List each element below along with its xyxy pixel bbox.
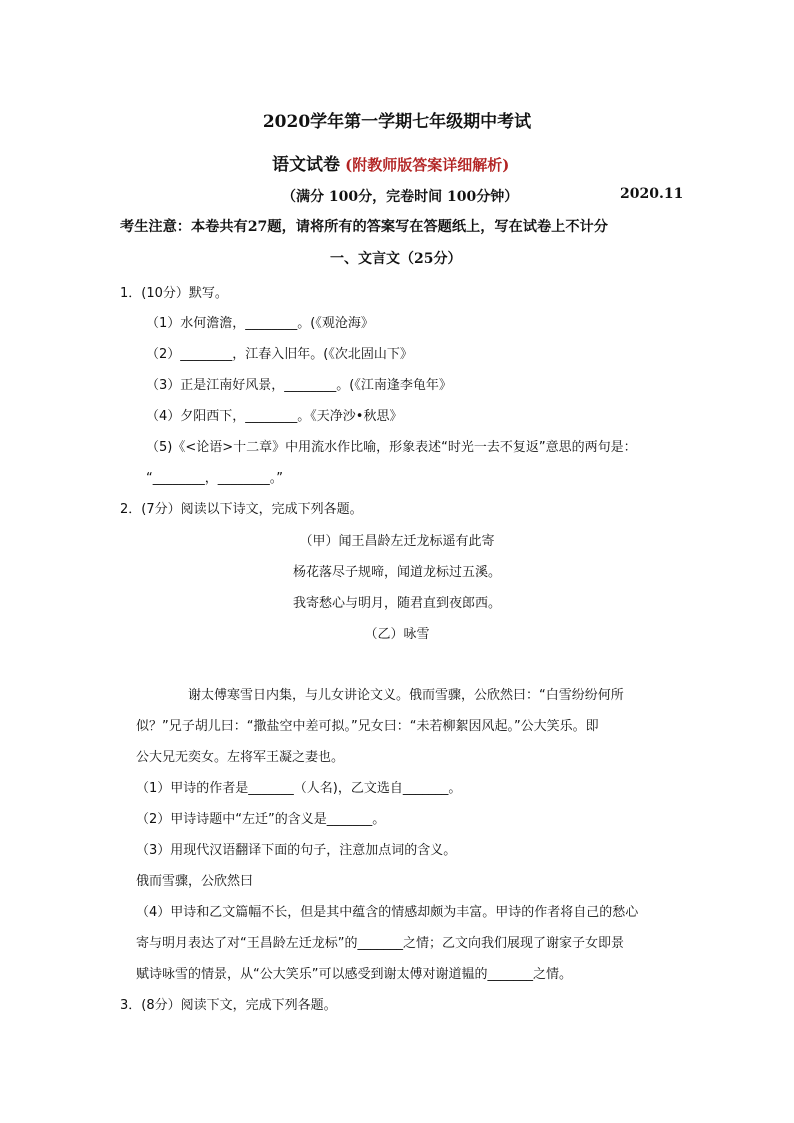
q2-subquestion: （3）用现代汉语翻译下面的句子，注意加点词的含义。	[136, 843, 457, 858]
subtitle: 语文试卷	[272, 155, 340, 175]
q1-item: （4）夕阳西下，________。《天净沙•秋思》	[146, 409, 403, 424]
q1-item: （1）水何澹澹，________。(《观沧海》	[146, 316, 374, 331]
exam-info: （满分 100分，完卷时间 100分钟）	[282, 189, 519, 205]
q1-item: （3）正是江南好风景，________。(《江南逢李龟年》	[146, 378, 452, 393]
prose-line: 似？”兄子胡儿曰：“撒盐空中差可拟。”兄女曰：“未若柳絮因风起。”公大笑乐。即	[136, 719, 599, 734]
exam-date: 2020.11	[620, 186, 684, 202]
q1-item: “________，________。”	[146, 471, 283, 486]
exam-notice: 考生注意：本卷共有27题，请将所有的答案写在答题纸上，写在试卷上不计分	[120, 219, 608, 235]
prose-line: 谢太傅寒雪日内集，与儿女讲论文义。俄而雪骤，公欣然曰：“白雪纷纷何所	[188, 688, 624, 703]
q1-item: （2）________，江春入旧年。(《次北固山下》	[146, 347, 413, 362]
q2-subquestion: （4）甲诗和乙文篇幅不长，但是其中蕴含的情感却颇为丰富。甲诗的作者将自己的愁心	[136, 905, 639, 920]
subtitle-note: (附教师版答案详细解析)	[345, 156, 510, 174]
poem-line: 杨花落尽子规啼，闻道龙标过五溪。	[292, 565, 501, 580]
q1-item: （5)《<论语>十二章》中用流水作比喻，形象表述“时光一去不复返”意思的两句是：	[146, 440, 637, 455]
prose-title: （乙）咏雪	[364, 627, 430, 642]
q2-stem: 2．(7分）阅读以下诗文，完成下列各题。	[120, 502, 363, 517]
page-title: 2020学年第一学期七年级期中考试	[262, 112, 532, 132]
q1-stem: 1．(10分）默写。	[120, 286, 228, 301]
q2-subquestion: （1）甲诗的作者是_______（人名)，乙文选自_______。	[136, 781, 462, 796]
subtitle-block	[272, 150, 509, 175]
section-title: 一、文言文（25分）	[330, 251, 462, 267]
q2-subquestion: 寄与明月表达了对“王昌龄左迁龙标”的_______之情；乙文向我们展现了谢家子女即景	[136, 936, 624, 951]
poem-title: （甲）闻王昌龄左迁龙标遥有此寄	[299, 534, 495, 549]
q2-subquestion: （2）甲诗诗题中“左迁”的含义是_______。	[136, 812, 386, 827]
q3-stem: 3．(8分）阅读下文，完成下列各题。	[120, 998, 337, 1013]
q2-subquestion: 赋诗咏雪的情景，从“公大笑乐”可以感受到谢太傅对谢道韫的_______之情。	[136, 967, 572, 982]
prose-line: 公大兄无奕女。左将军王凝之妻也。	[136, 750, 345, 765]
poem-line: 我寄愁心与明月，随君直到夜郎西。	[292, 596, 501, 611]
q2-translate-sentence: 俄而雪骤，公欣然曰	[136, 874, 254, 889]
